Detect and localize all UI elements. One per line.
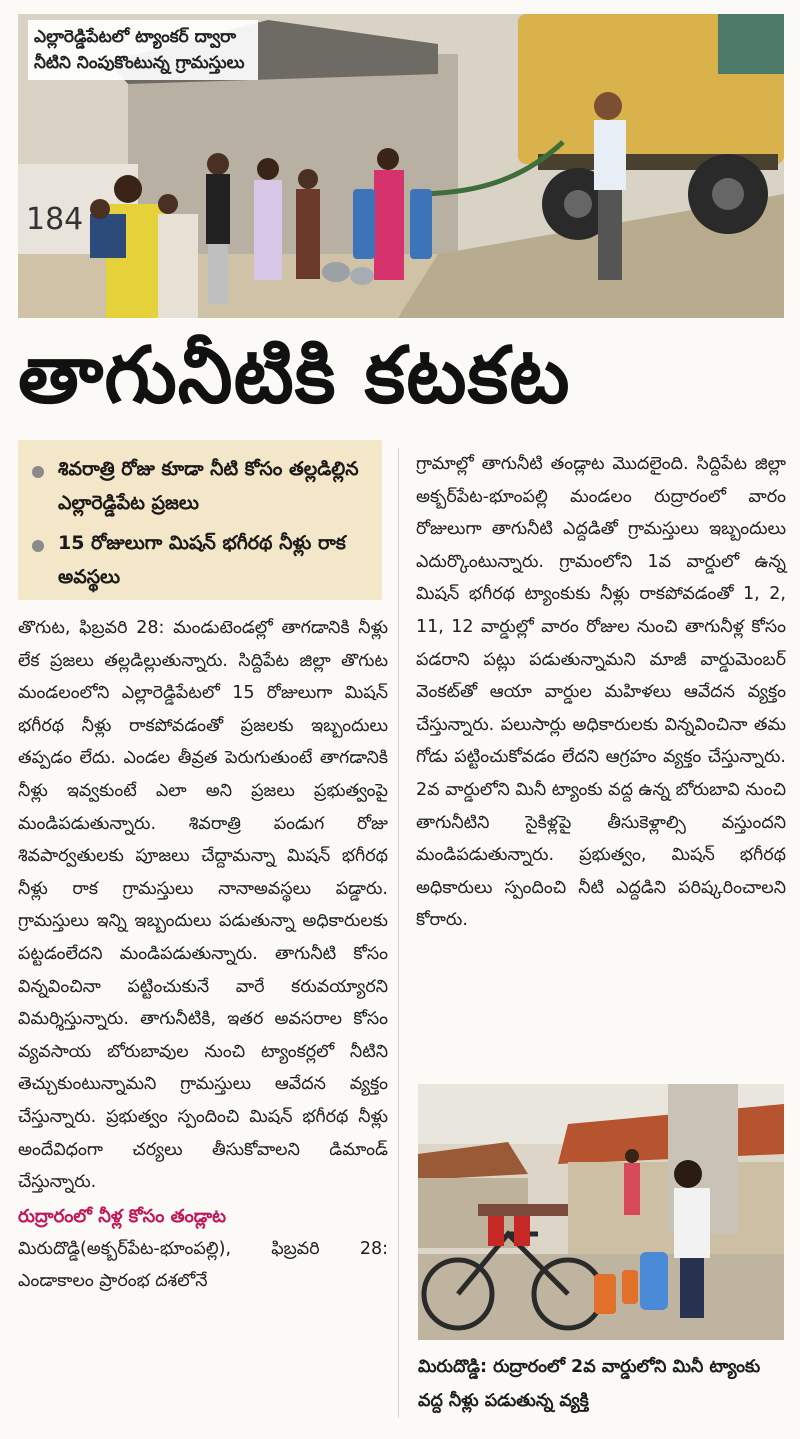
highlight-item <box>32 452 372 520</box>
bullet-icon <box>32 540 44 552</box>
bullet-icon <box>32 466 44 478</box>
article-subheading: రుద్రారంలో నీళ్ల కోసం తండ్లాట <box>18 1205 227 1227</box>
highlight-item <box>32 526 372 594</box>
bottom-photo-illustration <box>418 1084 784 1340</box>
highlight-text: 15 రోజులుగా మిషన్ భగీరథ నీళ్లు రాక అవస్థలు <box>58 532 346 588</box>
wall-marking: 184 <box>26 202 84 237</box>
bottom-photo-caption: మిరుదొడ్డి: రుద్రారంలో 2వ వార్డులోని మినీ ట్యాంకు వద్ద నీళ్లు పడుతున్న వ్యక్తి <box>418 1357 761 1411</box>
top-photo-caption: ఎల్లారెడ్డిపేటలో ట్యాంకర్ ద్వారా నీటిని నింపుకొంటున్న గ్రామస్తులు <box>28 20 258 80</box>
highlights-box <box>18 440 382 600</box>
article-left-column <box>18 612 388 1298</box>
article-paragraph-continued: మిరుదొడ్డి(అక్బర్‌పేట-భూంపల్లి), ఫిబ్రవరి 28: ఎండాకాలం ప్రారంభ దశలోనే <box>18 1238 388 1292</box>
bottom-photo <box>418 1084 784 1340</box>
top-photo <box>18 14 784 318</box>
column-divider <box>398 448 399 1418</box>
article-right-column <box>416 448 786 937</box>
article-paragraph: తొగుట, ఫిబ్రవరి 28: మండుటెండల్లో తాగడానికి నీళ్లు లేక ప్రజలు తల్లడిల్లుతున్నారు. సిద్దిపేట జిల్లా తొగుట మండలంలోని ఎల్లారెడ్డిపేటలో 15 రోజులుగా మిషన్ భగీరథ నీళ్లు రాకపోవడంతో ప్రజలకు ఇబ్బందులు తప్పడం లేదు. ఎండల తీవ్రత పెరుగుతుంటే తాగడానికి నీళ్లు ఇవ్వకుంటే ఎలా అని ప్రజలు ప్రభుత్వంపై మండిపడుతున్నారు. శివరాత్రి పండుగ రోజు శివపార్వతులకు పూజలు చేద్దామన్నా మిషన్ భగీరథ నీళ్లు రాక గ్రామస్తులు నానాఅవస్థలు పడ్డారు. గ్రామస్తులు ఇన్ని ఇబ్బందులు పడుతున్నా అధికారులకు పట్టడంలేదని మండిపడుతున్నారు. తాగునీటి కోసం విన్నవించినా పట్టించుకునే వారే కరువయ్యారని విమర్శిస్తున్నారు. తాగునీటికి, ఇతర అవసరాల కోసం వ్యవసాయ బోరుబావుల నుంచి ట్యాంకర్లలో నీటిని తెచ్చుకుంటున్నామని గ్రామస్తులు ఆవేదన వ్యక్తం చేస్తున్నారు. ప్రభుత్వం స్పందించి మిషన్ భగీరథ నీళ్లు అందేవిధంగా చర్యలు తీసుకోవాలని డిమాండ్ చేస్తున్నారు. <box>18 618 388 1193</box>
highlight-text: శివరాత్రి రోజు కూడా నీటి కోసం తల్లడిల్లిన ఎల్లారెడ్డిపేట ప్రజలు <box>58 458 359 514</box>
article-paragraph: గ్రామాల్లో తాగునీటి తండ్లాట మొదలైంది. సిద్దిపేట జిల్లా అక్బర్‌పేట-భూంపల్లి మండలం రుద్రారంలో వారం రోజులుగా తాగునీటి ఎద్దడితో గ్రామస్తులు ఇబ్బందులు ఎదుర్కొంటున్నారు. గ్రామంలోని 1వ వార్డులో ఉన్న మిషన్ భగీరథ ట్యాంకుకు నీళ్లు రాకపోవడంతో 1, 2, 11, 12 వార్డుల్లో వారం రోజుల నుంచి తాగునీళ్ల కోసం పడరాని పట్లు పడుతున్నామని మాజీ వార్డుమెంబర్ వెంకట్‌తో ఆయా వార్డుల మహిళలు ఆవేదన వ్యక్తం చేస్తున్నారు. పలుసార్లు అధికారులకు విన్నవించినా తమ గోడు పట్టించుకోవడం లేదని ఆగ్రహం వ్యక్తం చేస్తున్నారు. 2వ వార్డులోని మినీ ట్యాంకు వద్ద ఉన్న బోరుబావి నుంచి తాగునీటిని సైకిళ్లపై తీసుకెళ్లాల్సి వస్తుందని మండిపడుతున్నారు. ప్రభుత్వం, మిషన్ భగీరథ అధికారులు స్పందించి నీటి ఎద్దడిని పరిష్కరించాలని కోరారు. <box>416 454 786 931</box>
headline: తాగునీటికి కటకట <box>18 331 571 421</box>
